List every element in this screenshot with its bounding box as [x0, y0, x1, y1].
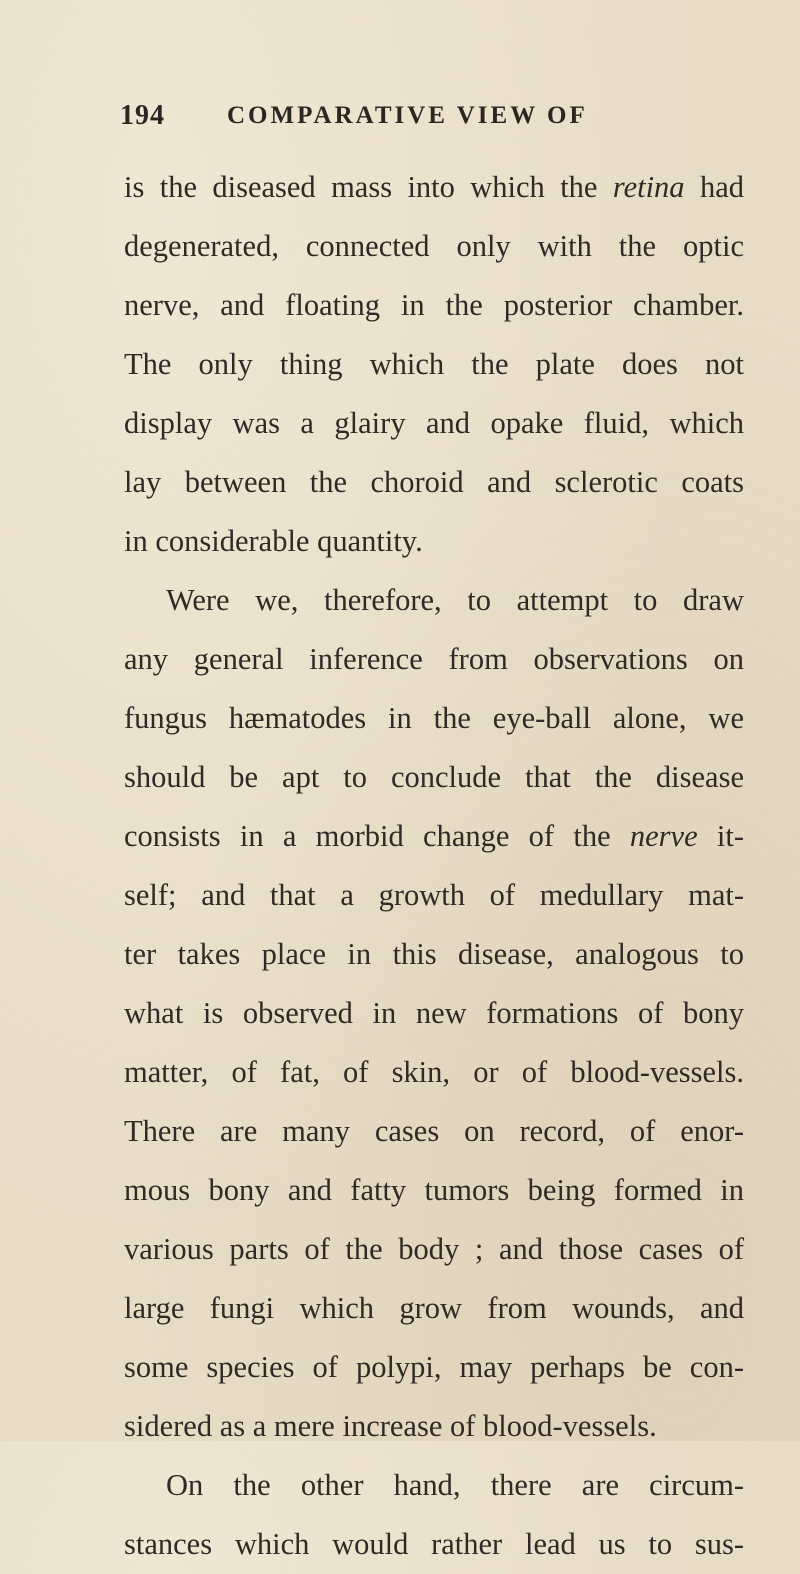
- text-line: display was a glairy and opake fluid, which: [124, 406, 744, 440]
- text-line: large fungi which grow from wounds, and: [124, 1291, 744, 1325]
- text-line: self; and that a growth of medullary mat-: [124, 878, 744, 912]
- page-number: 194: [120, 100, 165, 131]
- text-line: On the other hand, there are circum-: [166, 1468, 744, 1502]
- page-header: [120, 100, 780, 140]
- text-line: any general inference from observations on: [124, 642, 744, 676]
- running-head: COMPARATIVE VIEW OF: [227, 102, 588, 129]
- text-line: The only thing which the plate does not: [124, 347, 744, 381]
- text-line: sidered as a mere increase of blood-vessels.: [124, 1409, 657, 1443]
- text-line: in considerable quantity.: [124, 524, 423, 558]
- text-line: lay between the choroid and sclerotic coats: [124, 465, 744, 499]
- text-line: stances which would rather lead us to sus-: [124, 1527, 744, 1561]
- text-line: Were we, therefore, to attempt to draw: [166, 583, 744, 617]
- text-line: various parts of the body ; and those cases of: [124, 1232, 744, 1266]
- text-line: degenerated, connected only with the optic: [124, 229, 744, 263]
- text-line: mous bony and fatty tumors being formed in: [124, 1173, 744, 1207]
- text-line: is the diseased mass into which the retina had: [124, 170, 744, 204]
- text-line: consists in a morbid change of the nerve it-: [124, 819, 744, 853]
- body-text: [124, 158, 744, 1574]
- text-line: some species of polypi, may perhaps be con-: [124, 1350, 744, 1384]
- text-line: There are many cases on record, of enor-: [124, 1114, 744, 1148]
- text-line: fungus hæmatodes in the eye-ball alone, we: [124, 701, 744, 735]
- text-line: nerve, and floating in the posterior chamber.: [124, 288, 744, 322]
- text-line: ter takes place in this disease, analogous to: [124, 937, 744, 971]
- text-line: should be apt to conclude that the disease: [124, 760, 744, 794]
- text-line: matter, of fat, of skin, or of blood-vessels.: [124, 1055, 744, 1089]
- text-line: what is observed in new formations of bony: [124, 996, 744, 1030]
